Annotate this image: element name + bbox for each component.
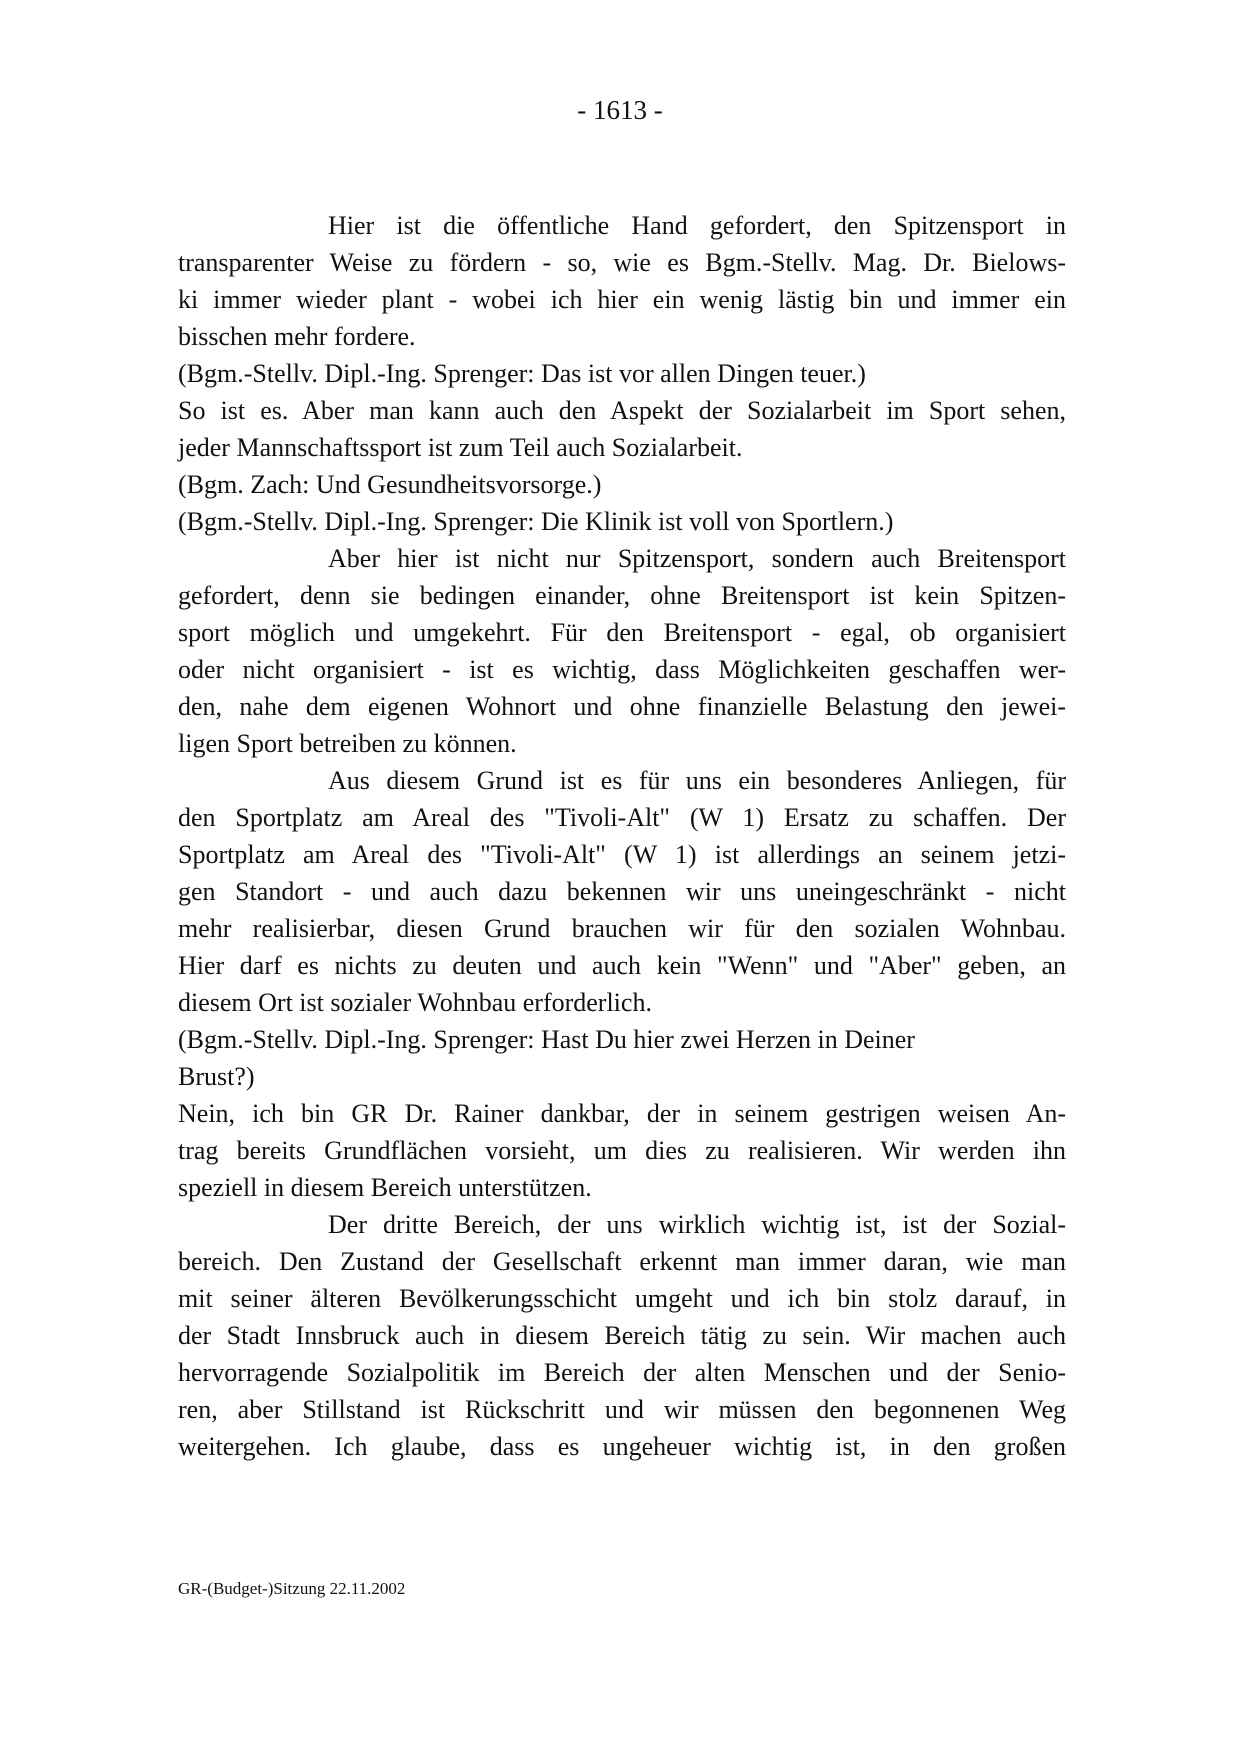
text-line: Aus diesem Grund ist es für uns ein besonderes Anliegen, für — [328, 766, 1066, 795]
text-line: (Bgm.-Stellv. Dipl.-Ing. Sprenger: Hast Du hier zwei Herzen in Deiner — [178, 1025, 915, 1054]
text-line: den Sportplatz am Areal des "Tivoli-Alt" (W 1) Ersatz zu schaffen. Der — [178, 803, 1066, 832]
text-line: trag bereits Grundflächen vorsieht, um dies zu realisieren. Wir werden ihn — [178, 1136, 1066, 1165]
text-line: transparenter Weise zu fördern - so, wie es Bgm.-Stellv. Mag. Dr. Bielows- — [178, 248, 1066, 277]
text-line: den, nahe dem eigenen Wohnort und ohne finanzielle Belastung den jewei- — [178, 692, 1066, 721]
text-line: weitergehen. Ich glaube, dass es ungeheuer wichtig ist, in den großen — [178, 1432, 1066, 1461]
text-line: ligen Sport betreiben zu können. — [178, 729, 517, 758]
text-line: ren, aber Stillstand ist Rückschritt und wir müssen den begonnenen Weg — [178, 1395, 1066, 1424]
text-line: der Stadt Innsbruck auch in diesem Bereich tätig zu sein. Wir machen auch — [178, 1321, 1066, 1350]
text-line: Aber hier ist nicht nur Spitzensport, sondern auch Breitensport — [328, 544, 1066, 573]
body-text — [178, 207, 1066, 1465]
text-line: Brust?) — [178, 1062, 255, 1091]
text-line: (Bgm. Zach: Und Gesundheitsvorsorge.) — [178, 470, 602, 499]
text-line: Sportplatz am Areal des "Tivoli-Alt" (W 1) ist allerdings an seinem jetzi- — [178, 840, 1066, 869]
text-line: speziell in diesem Bereich unterstützen. — [178, 1173, 592, 1202]
text-line: (Bgm.-Stellv. Dipl.-Ing. Sprenger: Die Klinik ist voll von Sportlern.) — [178, 507, 894, 536]
text-line: bisschen mehr fordere. — [178, 322, 416, 351]
text-line: jeder Mannschaftssport ist zum Teil auch Sozialarbeit. — [178, 433, 743, 462]
text-line: mit seiner älteren Bevölkerungsschicht umgeht und ich bin stolz darauf, in — [178, 1284, 1066, 1313]
text-line: oder nicht organisiert - ist es wichtig, dass Möglichkeiten geschaffen wer- — [178, 655, 1066, 684]
text-line: So ist es. Aber man kann auch den Aspekt der Sozialarbeit im Sport sehen, — [178, 396, 1066, 425]
text-line: Hier darf es nichts zu deuten und auch kein "Wenn" und "Aber" geben, an — [178, 951, 1066, 980]
text-line: gen Standort - und auch dazu bekennen wir uns uneingeschränkt - nicht — [178, 877, 1066, 906]
text-line: sport möglich und umgekehrt. Für den Breitensport - egal, ob organisiert — [178, 618, 1066, 647]
text-line: Der dritte Bereich, der uns wirklich wichtig ist, ist der Sozial- — [328, 1210, 1066, 1239]
text-line: ki immer wieder plant - wobei ich hier ein wenig lästig bin und immer ein — [178, 285, 1066, 314]
footer: GR-(Budget-)Sitzung 22.11.2002 — [178, 1579, 406, 1598]
text-line: bereich. Den Zustand der Gesellschaft erkennt man immer daran, wie man — [178, 1247, 1066, 1276]
text-line: Nein, ich bin GR Dr. Rainer dankbar, der in seinem gestrigen weisen An- — [178, 1099, 1066, 1128]
text-line: (Bgm.-Stellv. Dipl.-Ing. Sprenger: Das ist vor allen Dingen teuer.) — [178, 359, 866, 388]
text-line: hervorragende Sozialpolitik im Bereich der alten Menschen und der Senio- — [178, 1358, 1066, 1387]
text-line: diesem Ort ist sozialer Wohnbau erforderlich. — [178, 988, 652, 1017]
text-line: mehr realisierbar, diesen Grund brauchen wir für den sozialen Wohnbau. — [178, 914, 1066, 943]
page-number: - 1613 - — [577, 95, 663, 125]
text-line: gefordert, denn sie bedingen einander, ohne Breitensport ist kein Spitzen- — [178, 581, 1066, 610]
text-line: Hier ist die öffentliche Hand gefordert, den Spitzensport in — [328, 211, 1066, 240]
